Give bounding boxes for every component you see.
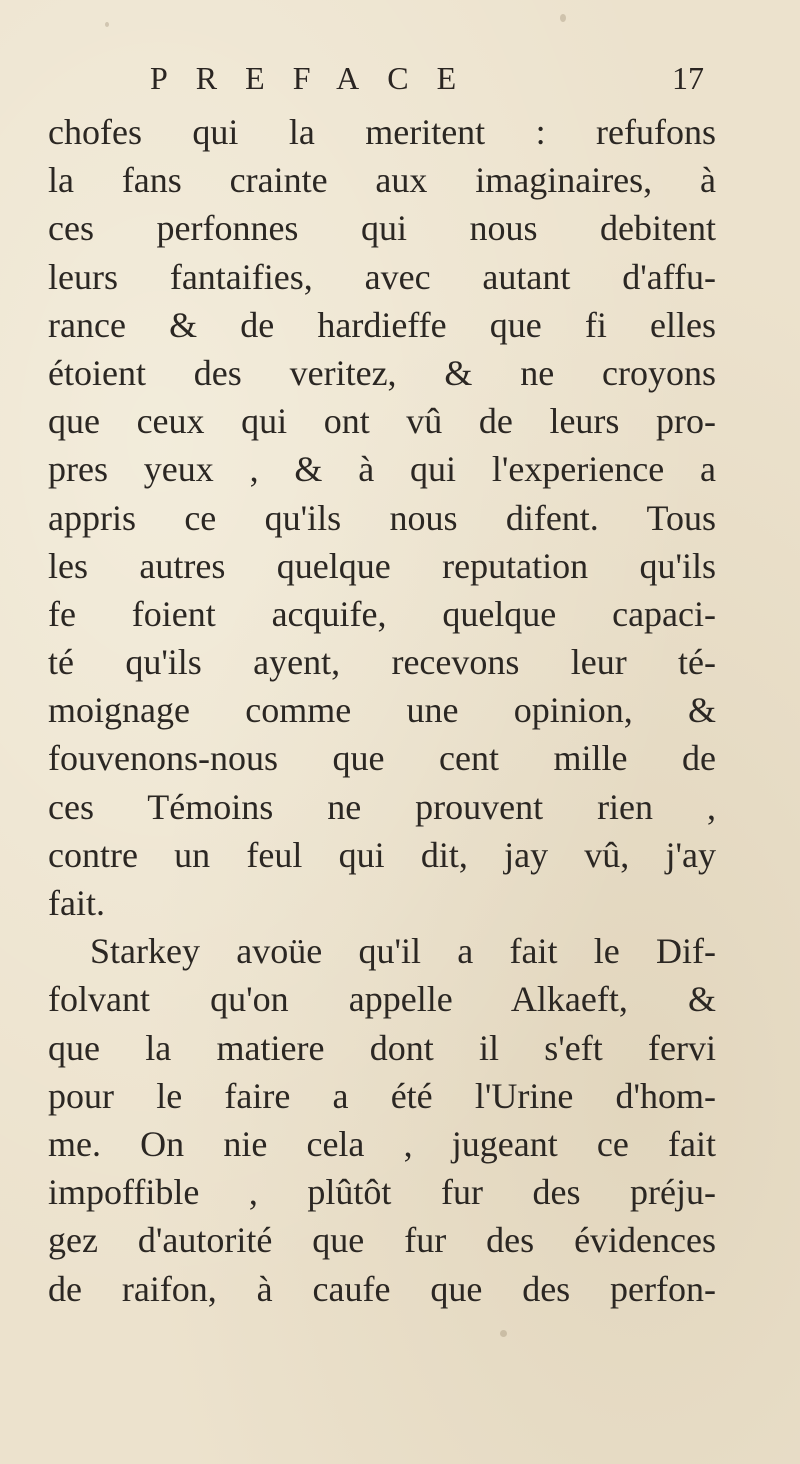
text-line: fouvenons-nous que cent mille de — [48, 738, 716, 779]
text-line: fe foient acquife, quelque capaci- — [48, 593, 716, 634]
page-number: 17 — [672, 60, 704, 96]
text-line: gez d'autorité que fur des évidences — [48, 1220, 716, 1261]
text-line: ces perfonnes qui nous debitent — [48, 208, 716, 249]
text-line: moignage comme une opinion, & — [48, 690, 716, 731]
text-line: ces Témoins ne prouvent rien , — [48, 786, 716, 827]
text-line: que la matiere dont il s'eft fervi — [48, 1027, 716, 1068]
text-line: de raifon, à caufe que des perfon- — [48, 1268, 716, 1309]
text-line: contre un feul qui dit, jay vû, j'ay — [48, 834, 716, 875]
text-line: me. On nie cela , jugeant ce fait — [48, 1123, 716, 1164]
header-title: PREFACE — [150, 60, 485, 96]
body-text — [48, 108, 716, 1313]
text-line: appris ce qu'ils nous difent. Tous — [48, 497, 716, 538]
text-line: rance & de hardieffe que fi elles — [48, 304, 716, 345]
ink-spot — [560, 14, 566, 22]
ink-spot — [500, 1330, 507, 1337]
text-line: folvant qu'on appelle Alkaeft, & — [48, 979, 716, 1020]
text-line: leurs fantaifies, avec autant d'affu- — [48, 256, 716, 297]
text-line: pres yeux , & à qui l'experience a — [48, 449, 716, 490]
paragraph-end-line: fait. — [48, 883, 105, 923]
text-line: les autres quelque reputation qu'ils — [48, 545, 716, 586]
running-head — [150, 58, 710, 108]
text-line: pour le faire a été l'Urine d'hom- — [48, 1075, 716, 1116]
text-line: impoffible , plûtôt fur des préju- — [48, 1172, 716, 1213]
text-line: té qu'ils ayent, recevons leur té- — [48, 642, 716, 683]
text-line: la fans crainte aux imaginaires, à — [48, 160, 716, 201]
paragraph-start-line: Starkey avoüe qu'il a fait le Dif- — [90, 931, 716, 972]
ink-spot — [105, 22, 109, 27]
text-line: étoient des veritez, & ne croyons — [48, 352, 716, 393]
text-line: que ceux qui ont vû de leurs pro- — [48, 401, 716, 442]
text-line: chofes qui la meritent : refufons — [48, 112, 716, 152]
